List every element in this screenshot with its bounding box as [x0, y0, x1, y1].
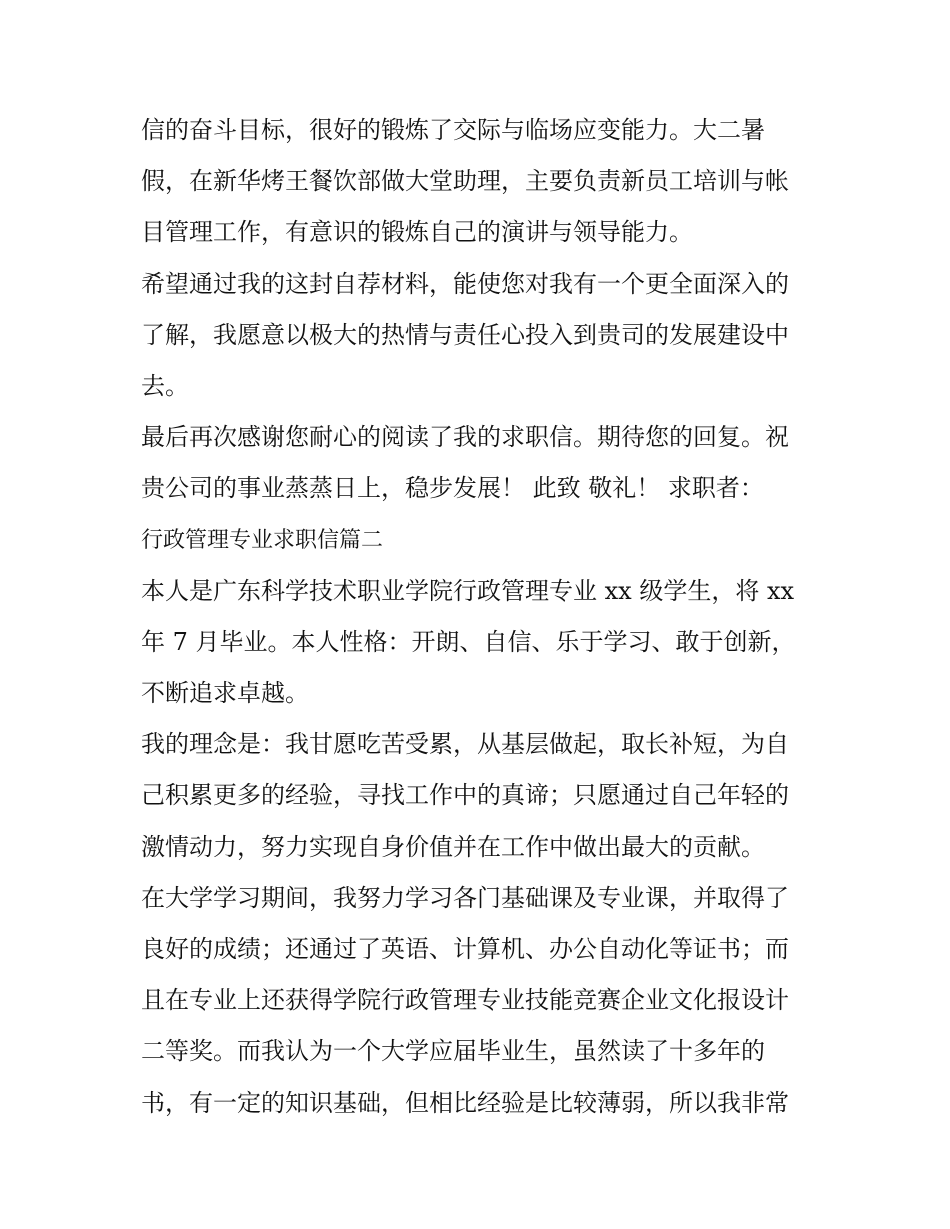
text-line: 激情动力，努力实现自身价值并在工作中做出最大的贡献。: [141, 832, 765, 861]
text-line: 年 7 月毕业。本人性格：开朗、自信、乐于学习、敢于创新，: [141, 627, 796, 656]
text-line: 目管理工作，有意识的锻炼自己的演讲与领导能力。: [141, 218, 693, 247]
text-line: 本人是广东科学技术职业学院行政管理专业 xx 级学生，将 xx: [141, 576, 795, 605]
section-heading: 行政管理专业求职信篇二: [141, 527, 384, 553]
text-line: 在大学学习期间，我努力学习各门基础课及专业课，并取得了: [141, 883, 789, 912]
text-line: 贵公司的事业蒸蒸日上，稳步发展！ 此致 敬礼！ 求职者：: [141, 474, 764, 503]
text-line: 书，有一定的知识基础，但相比经验是比较薄弱，所以我非常: [141, 1088, 789, 1117]
text-line: 最后再次感谢您耐心的阅读了我的求职信。期待您的回复。祝: [141, 423, 789, 452]
text-line: 不断追求卓越。: [141, 679, 309, 708]
text-line: 二等奖。而我认为一个大学应届毕业生，虽然读了十多年的: [141, 1037, 765, 1066]
text-line: 良好的成绩；还通过了英语、计算机、办公自动化等证书；而: [141, 935, 789, 963]
text-line: 信的奋斗目标，很好的锻炼了交际与临场应变能力。大二暑: [141, 116, 765, 144]
text-line: 假，在新华烤王餐饮部做大堂助理，主要负责新员工培训与帐: [141, 167, 789, 196]
text-line: 且在专业上还获得学院行政管理专业技能竞赛企业文化报设计: [141, 986, 789, 1015]
text-line: 己积累更多的经验，寻找工作中的真谛；只愿通过自己年轻的: [141, 781, 789, 810]
document-body: [141, 105, 816, 1129]
text-line: 希望通过我的这封自荐材料，能使您对我有一个更全面深入的: [141, 269, 789, 298]
text-line: 我的理念是：我甘愿吃苦受累，从基层做起，取长补短，为自: [141, 730, 789, 759]
text-line: 了解，我愿意以极大的热情与责任心投入到贵司的发展建设中: [141, 320, 789, 349]
text-line: 去。: [141, 371, 189, 400]
